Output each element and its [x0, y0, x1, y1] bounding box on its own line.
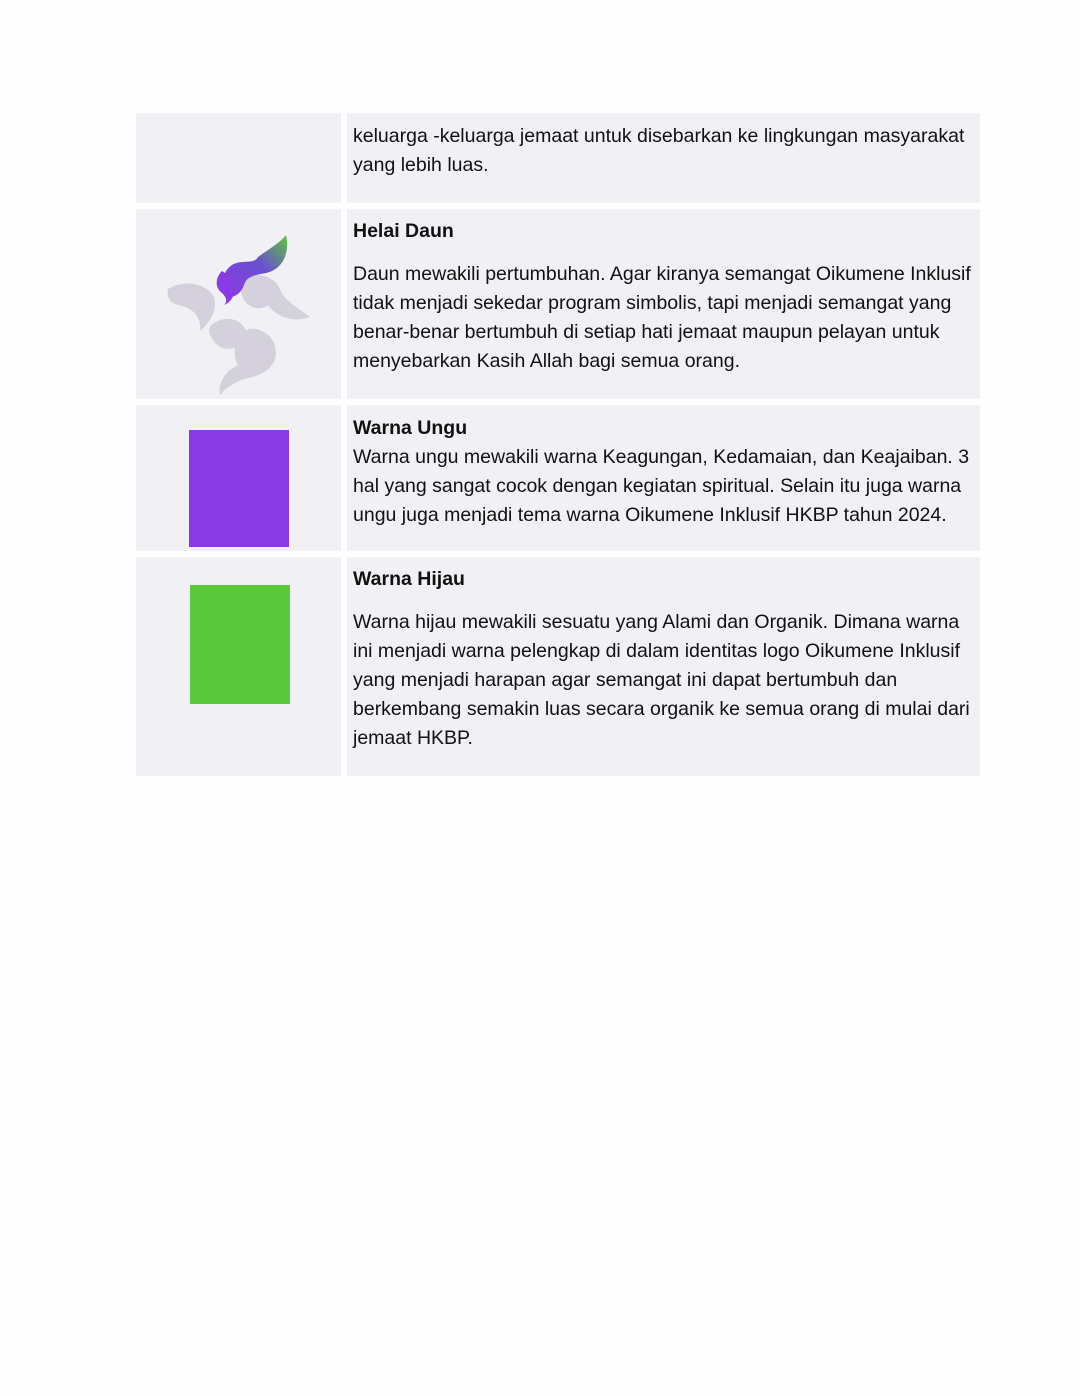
- table-cell-description: [347, 405, 980, 551]
- table-cell-image: [136, 557, 341, 776]
- section-paragraph: Warna ungu mewakili warna Keagungan, Kedamaian, dan Keajaiban. 3 hal yang sangat cocok dengan kegiatan spiritual. Selain itu juga warna ungu juga menjadi tema warna Oikumene Inklusif HKBP tahun 2024.: [353, 446, 970, 526]
- table-row: [136, 209, 980, 399]
- table-row: [136, 405, 980, 551]
- section-heading: Warna Hijau: [353, 568, 465, 590]
- section-heading: Warna Ungu: [353, 417, 468, 439]
- continuation-paragraph: keluarga -keluarga jemaat untuk disebarkan ke lingkungan masyarakat yang lebih luas.: [353, 125, 965, 176]
- section-heading: Helai Daun: [353, 220, 454, 242]
- table-cell-image-empty: [136, 113, 341, 203]
- table-row: [136, 113, 980, 203]
- green-color-swatch: [190, 585, 290, 704]
- leaf-petal-faded: [239, 275, 310, 319]
- table-cell-description: [347, 557, 980, 776]
- table-cell-description: [347, 113, 980, 203]
- section-paragraph: Daun mewakili pertumbuhan. Agar kiranya semangat Oikumene Inklusif tidak menjadi sekedar program simbolis, tapi menjadi semangat yang benar-benar bertumbuh di setiap hati jemaat maupun pelayan untuk menyebarkan Kasih Allah bagi semua orang.: [353, 263, 971, 372]
- leaf-petal-faded: [167, 283, 215, 331]
- table-cell-image: [136, 405, 341, 551]
- table-cell-description: [347, 209, 980, 399]
- section-paragraph: Warna hijau mewakili sesuatu yang Alami dan Organik. Dimana warna ini menjadi warna pelengkap di dalam identitas logo Oikumene Inklusif yang menjadi harapan agar semangat ini dapat bertumbuh dan berkembang semakin luas secara organik ke semua orang di mulai dari jemaat HKBP.: [353, 611, 970, 749]
- leaf-petals-graphic: [162, 231, 312, 396]
- purple-color-swatch: [189, 430, 289, 547]
- table-row: [136, 557, 980, 776]
- table-cell-image: [136, 209, 341, 399]
